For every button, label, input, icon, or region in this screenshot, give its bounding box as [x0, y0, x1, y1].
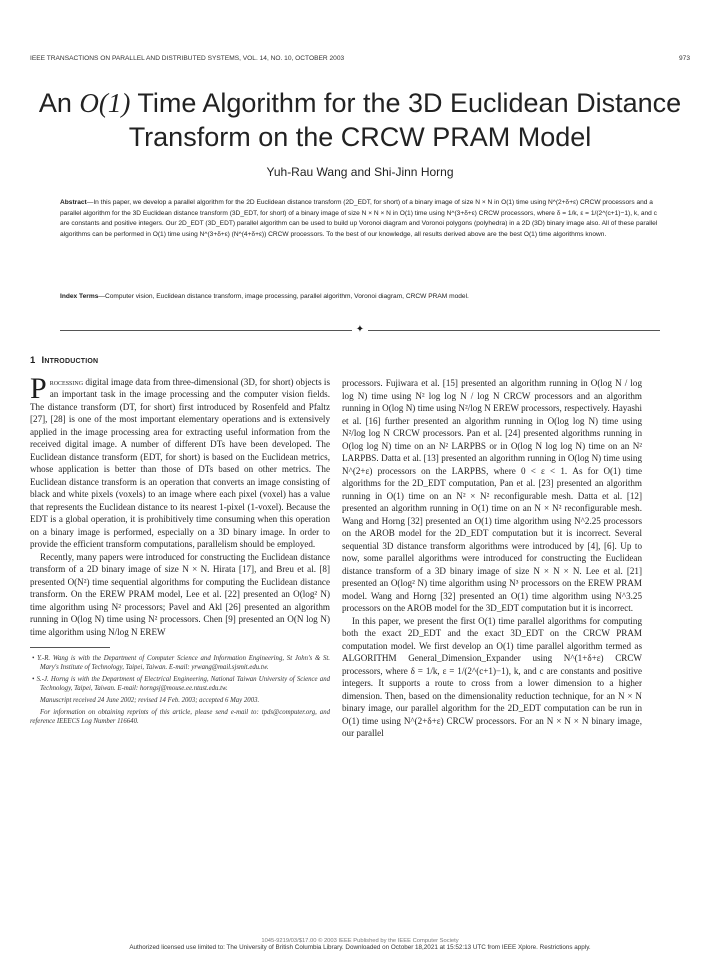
section-heading: [30, 355, 330, 368]
abstract: [60, 198, 660, 241]
index-terms-label: Index Terms: [60, 293, 99, 300]
index-terms: [60, 292, 660, 303]
title-rest: Time Algorithm for the 3D Euclidean Distance Transform on the CRCW PRAM Model: [128, 88, 682, 152]
right-paragraph-1: processors. Fujiwara et al. [15] presented an algorithm running in O(log N / log log N) time using N² log log N / log N CRCW processors and an algorithm running in O(log N) time using N²/log N EREW processors, respectively. Hayashi et al. [16] further presented an algorithm running in O(log log N) time using N²/log log N CRCW processors. Pan et al. [24] presented algorithms running in O(log log N) time on an N² LARPBS or in O(log N log log N) time on an N² LARPBS. Datta et al. [13] presented an algorithm running in O(log N) time using N^(2+ε) processors on the LARPBS, where 0 < ε < 1. As for O(1) time algorithms for the 2D_EDT computation, Pan et al. [23] presented an algorithm running in O(1) time on an N² × N² reconfigurable mesh. Datta et al. [12] presented an algorithm running in O(1) time on an N × N² reconfigurable mesh. Wang and Horng [32] presented an O(1) time algorithm using N^2.25 processors on the AROB model for the 2D_EDT computation but it is incorrect. Several sequential 3D distance transform algorithms were introduced by [4], [6]. Up to now, some parallel algorithms were introduced for constructing the Euclidean distance transform of a 3D binary image of size N × N × N. Lee et al. [21] presented an O(log² N) time algorithm using N³ processors on the EREW PRAM model. Wang and Horng [32] presented an O(1) time algorithm using N^3.25 processors on the AROB model for the 3D_EDT computation but it is incorrect.: [342, 378, 642, 613]
first-word-rest: rocessing: [49, 376, 84, 387]
right-paragraph-2: In this paper, we present the first O(1) time parallel algorithms for computing both the exact 2D_EDT and the exact 3D_EDT on the CRCW PRAM computation model. We first develop an O(1) time parallel algorithm termed as ALGORITHM General_Dimension_Expander using N^(1+δ+ε) CRCW processors, where δ = 1/k, ε = 1/(2^(c+1)−1), k, and c are constants and positive integers. It supports a route to cross from a lower dimension to a higher dimension. Then, based on the dimensionality reduction technique, for an N × N binary image, our parallel algorithm for the 2D_EDT computation can be run in O(1) time using N^(2+δ+ε) CRCW processors. For an N × N × N binary image, our parallel: [342, 615, 642, 738]
intro-paragraph-2: Recently, many papers were introduced for constructing the Euclidean distance transform of a 2D binary image of size N × N. Hirata [17], and Breu et al. [8] presented O(N²) time sequential algorithms for computing the Euclidean distance transform. On the EREW PRAM model, Lee et al. [22] presented an O(log² N) time algorithm using N² processors; Pavel and Akl [26] presented an algorithm running in O(log N) time using N² processors. Chen [9] presented an O(N log N) time algorithm using N/log N EREW: [30, 551, 330, 637]
drop-cap: P: [30, 371, 47, 405]
journal-header: IEEE TRANSACTIONS ON PARALLEL AND DISTRIBUTED SYSTEMS, VOL. 14, NO. 10, OCTOBER 2003: [30, 55, 345, 62]
divider-rule-left: [60, 330, 352, 331]
intro-paragraph-1: [30, 371, 330, 551]
title-prefix: An: [38, 88, 80, 118]
title-math: O(1): [79, 88, 131, 118]
manuscript-dates: Manuscript received 24 June 2002; revised 14 Feb. 2003; accepted 6 May 2003.: [40, 697, 260, 704]
reprints-note: For information on obtaining reprints of this article, please send e-mail to: tpds@computer.org, and reference IEEECS Log Number 116640.: [30, 709, 330, 725]
author-list: Yuh-Rau Wang and Shi-Jinn Horng: [266, 165, 454, 179]
copyright-line: 1045-9219/03/$17.00 © 2003 IEEE Published by the IEEE Computer Society: [261, 938, 459, 944]
abstract-text: —In this paper, we develop a parallel algorithm for the 2D Euclidean distance transform (2D_EDT, for short) of a binary image of size N × N in O(1) time using N^(2+δ+ε) CRCW processors and a parallel algorithm for the 3D Euclidean distance transform (3D_EDT, for short) of a binary image of size N × N × N in O(1) time using N^(3+δ+ε) CRCW processors, where δ = 1/k, ε = 1/(2^(c+1)−1), k, and c are constants and positive integers. Our 2D_EDT (3D_EDT) parallel algorithm can be used to build up Voronoi diagram and Voronoi polygons (polyhedra) in a 2D (3D) binary image also. All of these parallel algorithms can be performed in O(1) time using N^(3+δ+ε) (N^(4+δ+ε)) CRCW processors. To the best of our knowledge, all results derived above are the best O(1) time algorithms known.: [60, 199, 658, 239]
page-number: 973: [678, 55, 690, 62]
section-number: 1: [30, 355, 36, 366]
running-header: [30, 55, 690, 62]
intro-paragraph-1-text: digital image data from three-dimensional (3D, for short) objects is an important task in the image processing and the computer vision fields. The distance transform (DT, for short) first introduced by Rosenfeld and Pfaltz [27], [28] is one of the most important elementary operations and is extensively applied in the image processing area for extracting useful information from the received digital image. A number of different DTs have been developed. The Euclidean distance transform (EDT, for short) is based on the Euclidean metrics, whose application is better than those of DTs based on other metrics. The Euclidean distance transform is an operation that converts an image consisting of black and white pixels (voxels) to an image where each pixel (voxel) has a value that represents the Euclidean distance to its nearest 1-pixel (1-voxel). Because the EDT is a global operation, it is prohibitively time consuming when this operation on a binary image is performed, especially on a 3D binary image. In order to provide the efficient transform computations, parallelism should be employed.: [30, 376, 330, 549]
abstract-label: Abstract: [60, 199, 87, 206]
footnotes: [30, 654, 330, 726]
section-divider: [60, 324, 660, 335]
license-footer: Authorized licensed use limited to: The University of British Columbia Library. Downloaded on October 18,2021 at 15:52:13 UTC from IEEE Xplore. Restrictions apply.: [129, 944, 591, 951]
footnote-author-2: • S.-J. Horng is with the Department of Electrical Engineering, National Taiwan University of Science and Technology, Taipei, Taiwan. E-mail: horngsj@mouse.ee.ntust.edu.tw.: [32, 676, 330, 692]
left-column: [30, 355, 330, 726]
right-column: [342, 377, 642, 740]
index-terms-text: —Computer vision, Euclidean distance transform, image processing, parallel algorithm, Voronoi diagram, CRCW PRAM model.: [98, 293, 469, 300]
footnote-author-1: • Y.-R. Wang is with the Department of Computer Science and Information Engineering, St John's & St. Mary's Institute of Technology, Taipei, Taiwan. E-mail: yrwang@mail.sjsmit.edu.tw.: [32, 655, 330, 671]
section-title: Introduction: [41, 355, 99, 366]
footnote-rule: [30, 647, 110, 648]
divider-ornament-icon: ✦: [355, 324, 365, 335]
paper-title: [20, 86, 700, 154]
divider-rule-right: [368, 330, 660, 331]
